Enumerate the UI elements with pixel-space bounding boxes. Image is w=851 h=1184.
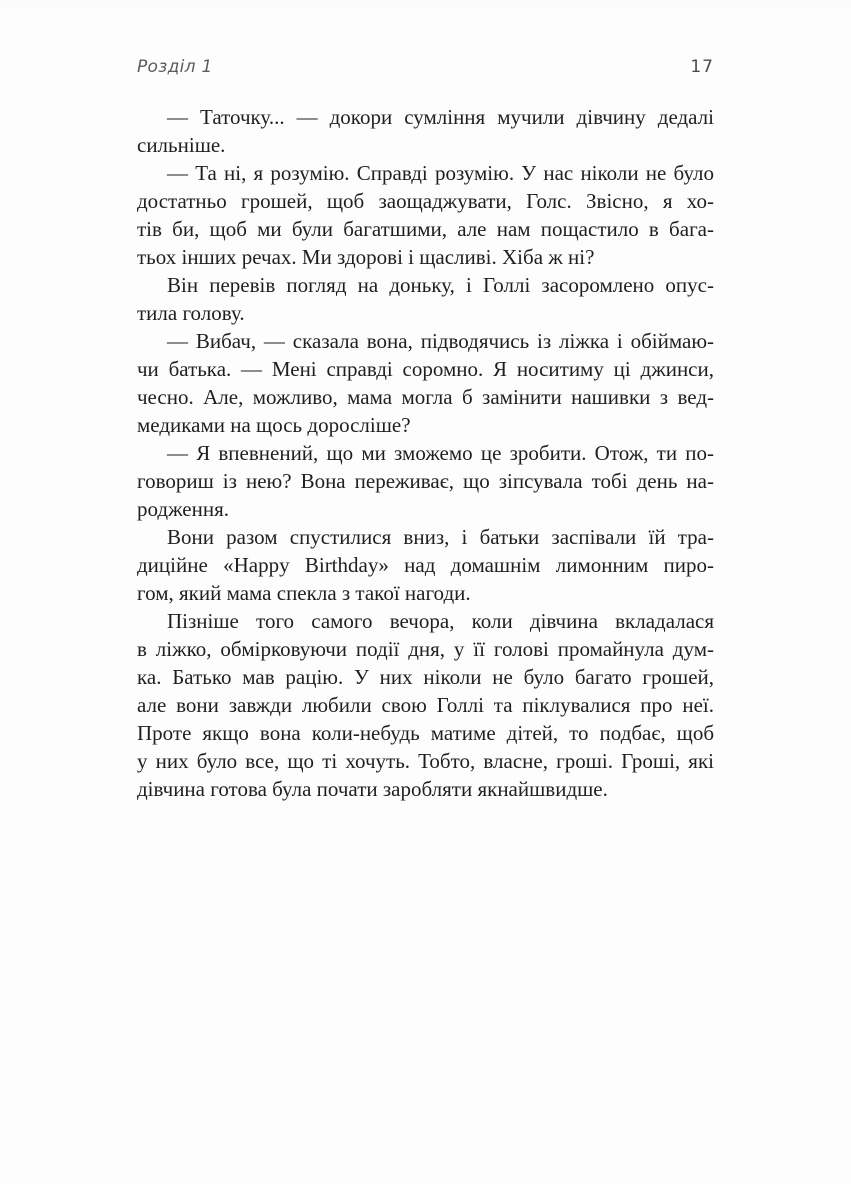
text-line: Проте якщо вона коли-небудь матиме дітей, то подбає, щоб (137, 721, 714, 745)
paragraph (137, 271, 714, 327)
body-text (137, 103, 714, 803)
text-line: говориш із нею? Вона переживає, що зіпсувала тобі день на- (137, 469, 714, 493)
text-line: дівчина готова була почати заробляти якнайшвидше. (137, 777, 608, 801)
text-line: але вони завжди любили свою Голлі та піклувалися про неї. (137, 693, 714, 717)
paragraph (137, 327, 714, 439)
text-line: тів би, щоб ми були багатшими, але нам пощастило в бага- (137, 217, 714, 241)
running-header (137, 57, 714, 77)
text-line: тила голову. (137, 301, 245, 325)
text-line: в ліжко, обмірковуючи події дня, у її голові промайнула дум- (137, 637, 714, 661)
text-line: — Вибач, — сказала вона, підводячись із ліжка і обіймаю- (167, 329, 714, 353)
page-number: 17 (690, 57, 714, 77)
text-line: чи батька. — Мені справді соромно. Я носитиму ці джинси, (137, 357, 714, 381)
text-line: сильніше. (137, 133, 226, 157)
text-line: тьох інших речах. Ми здорові і щасливі. Хіба ж ні? (137, 245, 595, 269)
text-line: — Я впевнений, що ми зможемо це зробити. Отож, ти по- (167, 441, 714, 465)
text-line: у них було все, що ті хочуть. Тобто, власне, гроші. Гроші, які (137, 749, 714, 773)
paragraph (137, 159, 714, 271)
text-line: ка. Батько мав рацію. У них ніколи не було багато грошей, (137, 665, 714, 689)
text-line: медиками на щось доросліше? (137, 413, 411, 437)
paragraph (137, 607, 714, 803)
text-line: — Таточку... — докори сумління мучили дівчину дедалі (167, 105, 714, 129)
paragraph (137, 103, 714, 159)
text-line: достатньо грошей, щоб заощаджувати, Голс. Звісно, я хо- (137, 189, 714, 213)
text-line: гом, який мама спекла з такої нагоди. (137, 581, 471, 605)
text-line: — Та ні, я розумію. Справді розумію. У нас ніколи не було (167, 161, 714, 185)
chapter-label: Розділ 1 (137, 57, 213, 77)
paragraph (137, 523, 714, 607)
text-line: чесно. Але, можливо, мама могла б замінити нашивки з вед- (137, 385, 714, 409)
text-line: Він перевів погляд на доньку, і Голлі засоромлено опус- (167, 273, 714, 297)
text-line: Пізніше того самого вечора, коли дівчина вкладалася (167, 609, 714, 633)
text-line: Вони разом спустилися вниз, і батьки заспівали їй тра- (167, 525, 714, 549)
paragraph (137, 439, 714, 523)
text-line: диційне «Happy Birthday» над домашнім лимонним пиро- (137, 553, 714, 577)
scan-shading (0, 0, 851, 26)
text-line: родження. (137, 497, 230, 521)
